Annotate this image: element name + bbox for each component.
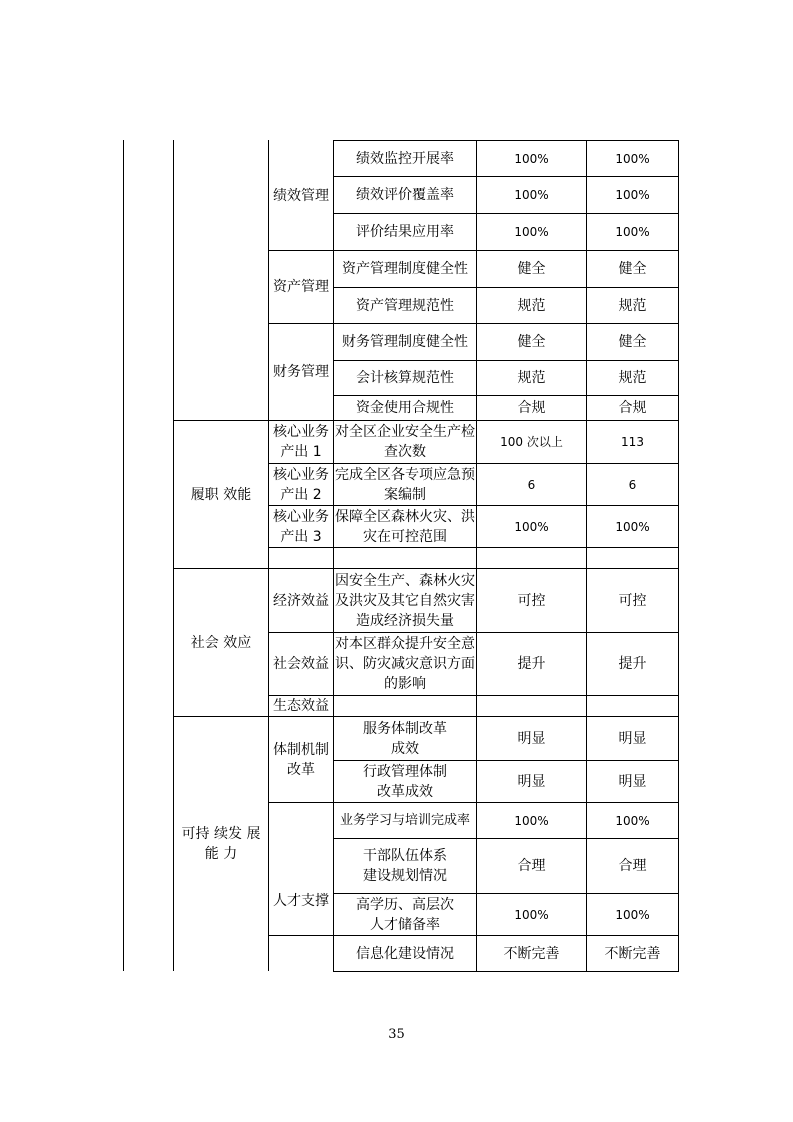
target-cell: 100% <box>514 151 549 166</box>
indicator-cell: 绩效评价覆盖率 <box>356 187 454 203</box>
target-cell: 规范 <box>517 297 546 314</box>
indicator-cell: 高学历、高层次 人才储备率 <box>356 896 454 933</box>
indicator-cell <box>334 548 476 568</box>
target-cell: 合规 <box>517 400 546 416</box>
grid-line <box>333 971 679 972</box>
actual-cell: 健全 <box>618 261 647 277</box>
actual-cell: 不断完善 <box>604 945 661 962</box>
actual-cell: 规范 <box>618 297 647 314</box>
actual-cell: 100% <box>615 813 650 828</box>
actual-cell: 明显 <box>618 730 647 747</box>
target-cell: 100% <box>514 188 549 202</box>
indicator-cell: 资金使用合规性 <box>356 400 454 416</box>
subcategory-core2: 核心业务 产出 2 <box>273 466 329 503</box>
actual-cell: 提升 <box>618 656 647 672</box>
target-cell <box>477 696 586 716</box>
actual-cell: 100% <box>615 188 650 202</box>
grid-line <box>268 547 333 548</box>
category-sustainable: 可持 续发 展 能 力 <box>181 826 261 862</box>
target-cell: 100% <box>514 225 549 239</box>
target-cell <box>477 548 586 568</box>
subcategory-eco: 生态效益 <box>273 698 329 714</box>
actual-cell: 明显 <box>618 773 647 790</box>
indicator-cell: 对全区企业安全生产检 查次数 <box>335 424 475 460</box>
indicator-cell: 资产管理制度健全性 <box>342 261 468 277</box>
target-cell: 健全 <box>517 334 546 350</box>
actual-cell <box>587 548 678 568</box>
actual-cell: 100% <box>615 225 650 239</box>
indicator-cell: 服务体制改革 成效 <box>363 720 447 757</box>
actual-cell: 健全 <box>618 334 647 350</box>
indicator-cell: 会计核算规范性 <box>356 370 454 386</box>
target-cell: 100 次以上 <box>500 435 563 449</box>
indicator-cell: 评价结果应用率 <box>356 224 454 240</box>
subcategory-core1: 核心业务 产出 1 <box>273 424 329 460</box>
indicator-cell: 完成全区各专项应急预 案编制 <box>335 466 475 503</box>
indicator-cell: 绩效监控开展率 <box>356 150 454 167</box>
indicator-cell: 保障全区森林火灾、洪 灾在可控范围 <box>335 508 475 545</box>
subcategory-asset-mgmt: 资产管理 <box>273 279 329 295</box>
target-cell: 可控 <box>517 592 546 609</box>
actual-cell: 可控 <box>618 592 647 609</box>
category-social: 社会 效应 <box>190 634 252 651</box>
indicator-cell: 对本区群众提升安全意 识、防灾减灾意识方面 的影响 <box>335 636 475 692</box>
target-cell: 健全 <box>517 261 546 277</box>
subcategory-social-benefit: 社会效益 <box>273 656 329 672</box>
target-cell: 合理 <box>517 858 546 874</box>
subcategory-finance-mgmt: 财务管理 <box>273 364 329 380</box>
actual-cell: 6 <box>628 477 637 492</box>
target-cell: 100% <box>514 519 549 534</box>
indicator-cell: 因安全生产、森林火灾 及洪灾及其它自然灾害 造成经济损失量 <box>335 572 475 629</box>
grid-line <box>678 140 679 971</box>
subcategory-perf-mgmt: 绩效管理 <box>273 187 329 204</box>
subcategory-system-reform: 体制机制 改革 <box>273 741 329 778</box>
indicator-cell: 资产管理规范性 <box>356 297 454 314</box>
target-cell: 100% <box>514 907 549 922</box>
target-cell: 6 <box>527 477 536 492</box>
subcategory-economic: 经济效益 <box>273 592 329 609</box>
subcategory-talent: 人才支撑 <box>273 892 329 909</box>
actual-cell: 100% <box>615 519 650 534</box>
actual-cell: 合规 <box>618 400 647 416</box>
indicator-cell: 信息化建设情况 <box>356 945 454 962</box>
indicator-cell <box>334 696 476 716</box>
indicator-cell: 业务学习与培训完成率 <box>339 812 470 828</box>
actual-cell: 100% <box>615 151 650 166</box>
target-cell: 明显 <box>517 773 546 790</box>
indicator-cell: 财务管理制度健全性 <box>342 334 468 350</box>
actual-cell: 113 <box>621 435 644 449</box>
subcategory-core3: 核心业务 产出 3 <box>273 508 329 545</box>
page-number: 35 <box>388 1027 405 1042</box>
target-cell: 提升 <box>517 656 546 672</box>
indicator-cell: 干部队伍体系 建设规划情况 <box>363 848 447 884</box>
target-cell: 规范 <box>517 370 546 386</box>
grid-line <box>123 140 124 971</box>
indicator-cell: 行政管理体制 改革成效 <box>363 763 447 800</box>
target-cell: 不断完善 <box>503 945 560 962</box>
actual-cell <box>587 696 678 716</box>
actual-cell: 规范 <box>618 370 647 386</box>
category-performance: 履职 效能 <box>190 486 252 503</box>
actual-cell: 100% <box>615 907 650 922</box>
actual-cell: 合理 <box>618 858 647 874</box>
target-cell: 明显 <box>517 730 546 747</box>
target-cell: 100% <box>514 813 549 828</box>
